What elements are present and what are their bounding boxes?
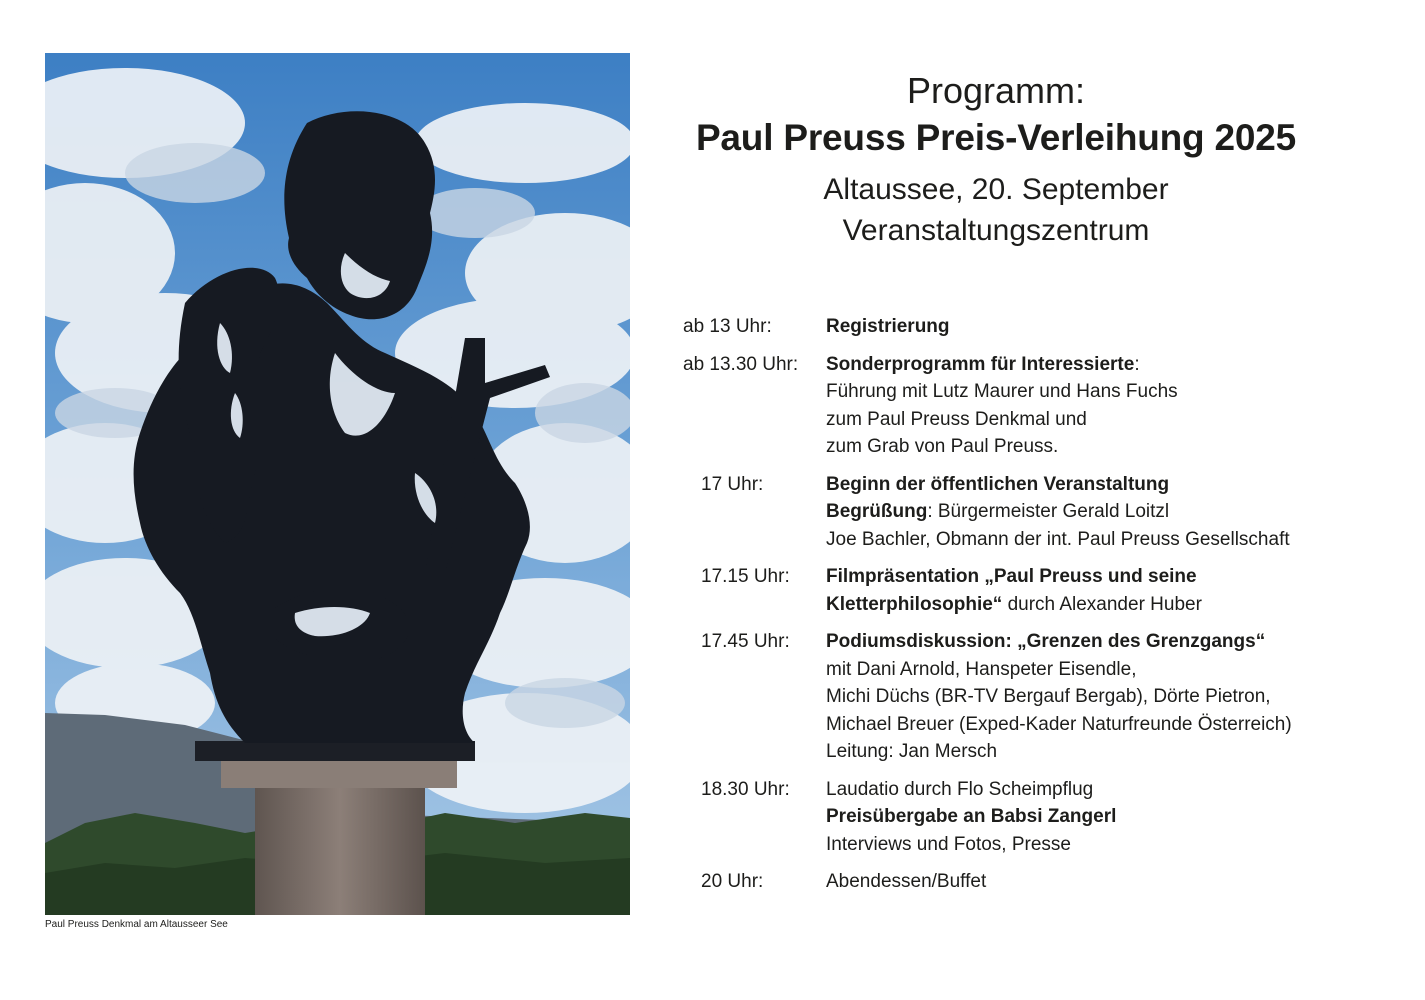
schedule-line-highlight: Sonderprogramm für Interessierte	[826, 353, 1135, 375]
schedule-line	[826, 406, 1393, 434]
paul-preuss-monument-image	[45, 53, 630, 915]
schedule-line-text: Abendessen/Buffet	[826, 871, 987, 892]
schedule-line	[826, 628, 1393, 656]
schedule-line-text: mit Dani Arnold, Hanspeter Eisendle,	[826, 658, 1137, 680]
schedule-line-highlight: Registrierung	[826, 316, 950, 337]
schedule-entry	[683, 351, 1393, 461]
schedule-line-highlight: Preisübergabe an Babsi Zangerl	[826, 806, 1117, 827]
schedule-description	[826, 868, 1393, 896]
schedule-line	[826, 683, 1393, 711]
schedule-description	[826, 563, 1393, 618]
schedule-line-highlight: Kletterphilosophie“	[826, 593, 1003, 615]
schedule-description	[826, 628, 1393, 766]
schedule-entry	[683, 868, 1393, 896]
monument-photo	[45, 53, 630, 915]
schedule-line	[826, 526, 1393, 554]
schedule-line	[826, 711, 1393, 739]
schedule-line-text: Michi Düchs (BR-TV Bergauf Bergab), Dörte Pietron,	[826, 686, 1271, 707]
schedule-line-text: durch Alexander Huber	[1002, 593, 1202, 615]
schedule-line	[826, 591, 1393, 619]
page-title: Paul Preuss Preis-Verleihung 2025	[695, 117, 1297, 158]
schedule-line	[826, 351, 1393, 379]
schedule-line	[826, 831, 1393, 859]
schedule-line	[826, 868, 1393, 896]
schedule-line	[826, 656, 1393, 684]
schedule-line	[826, 313, 1393, 341]
schedule-line-text: Interviews und Fotos, Presse	[826, 833, 1071, 855]
schedule-line-text: zum Paul Preuss Denkmal und	[826, 408, 1087, 430]
schedule-line-text: zum Grab von Paul Preuss.	[826, 436, 1059, 457]
schedule-line	[826, 433, 1393, 461]
schedule-time: 17 Uhr:	[701, 473, 764, 495]
schedule-description	[826, 351, 1393, 461]
schedule-time: 20 Uhr:	[701, 871, 764, 892]
schedule-line	[826, 776, 1393, 804]
schedule-line	[826, 563, 1393, 591]
schedule-time: 17.15 Uhr:	[701, 566, 790, 587]
program-schedule	[683, 313, 1393, 906]
schedule-line-highlight: Begrüßung	[826, 501, 928, 522]
schedule-line-text: Führung mit Lutz Maurer und Hans Fuchs	[826, 381, 1178, 402]
schedule-line-text: :	[1134, 353, 1140, 375]
schedule-line	[826, 498, 1393, 526]
schedule-entry	[683, 776, 1393, 859]
schedule-line	[826, 471, 1393, 499]
schedule-line-text: Michael Breuer (Exped-Kader Naturfreunde Österreich)	[826, 713, 1292, 735]
schedule-line-text: : Bürgermeister Gerald Loitzl	[927, 501, 1170, 522]
schedule-line-text: Leitung: Jan Mersch	[826, 741, 998, 762]
schedule-entry	[683, 628, 1393, 766]
event-venue: Veranstaltungszentrum	[842, 214, 1150, 247]
schedule-entry	[683, 471, 1393, 554]
schedule-line-highlight: Filmpräsentation „Paul Preuss und seine	[826, 566, 1197, 587]
schedule-line-text: Joe Bachler, Obmann der int. Paul Preuss Gesellschaft	[826, 528, 1290, 550]
event-place-date: Altaussee, 20. September	[823, 173, 1169, 206]
schedule-line	[826, 738, 1393, 766]
schedule-line-highlight: Beginn der öffentlichen Veranstaltung	[826, 473, 1170, 495]
schedule-time: ab 13 Uhr:	[683, 316, 772, 337]
schedule-description	[826, 776, 1393, 859]
program-label: Programm:	[906, 70, 1086, 111]
schedule-line-highlight: Podiumsdiskussion: „Grenzen des Grenzgangs“	[826, 631, 1266, 652]
schedule-time: 17.45 Uhr:	[701, 631, 790, 652]
schedule-line-text: Laudatio durch Flo Scheimpflug	[826, 778, 1094, 800]
schedule-description	[826, 313, 1393, 341]
schedule-time: 18.30 Uhr:	[701, 778, 790, 800]
schedule-time: ab 13.30 Uhr:	[683, 353, 799, 375]
schedule-entry	[683, 313, 1393, 341]
schedule-line	[826, 803, 1393, 831]
schedule-entry	[683, 563, 1393, 618]
photo-caption: Paul Preuss Denkmal am Altausseer See	[45, 919, 228, 930]
schedule-description	[826, 471, 1393, 554]
schedule-line	[826, 378, 1393, 406]
